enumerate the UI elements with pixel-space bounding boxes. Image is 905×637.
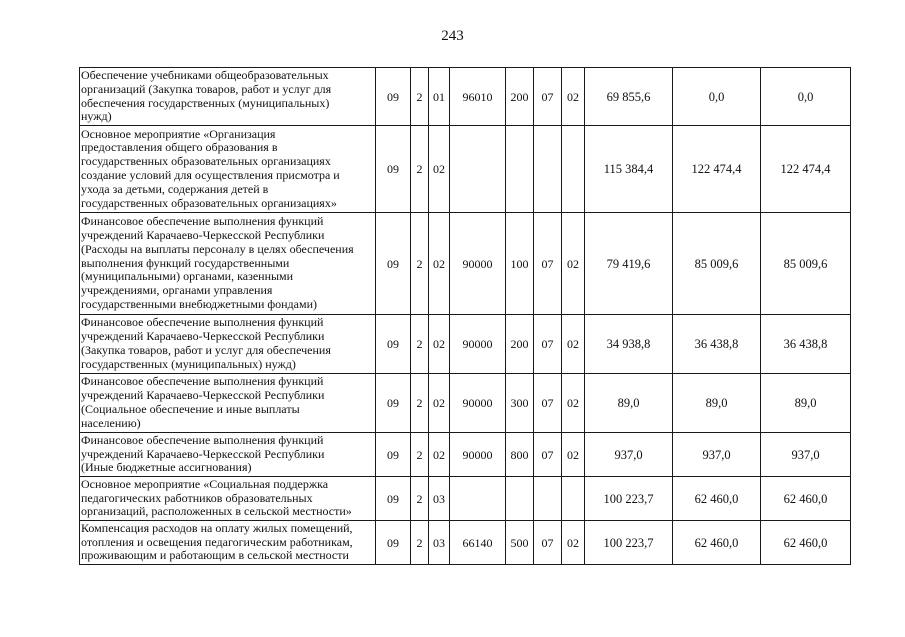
cell-amount-2: 122 474,4 <box>673 126 761 213</box>
cell-subprogram-code: 02 <box>429 126 450 213</box>
cell-direction-code: 96010 <box>450 68 506 126</box>
description-line: отопления и освещения педагогическим работникам, <box>81 534 353 549</box>
cell-program-code: 2 <box>411 433 429 477</box>
description-line: Компенсация расходов на оплату жилых помещений, <box>81 520 353 535</box>
description-line: создание условий для осуществления присмотра и <box>81 168 340 182</box>
cell-amount-2: 0,0 <box>673 68 761 126</box>
cell-ministry-code: 09 <box>376 477 411 521</box>
description-line: государственными внебюджетными фондами) <box>81 296 318 311</box>
cell-amount-1: 89,0 <box>585 374 673 433</box>
cell-expense-type: 300 <box>506 374 534 433</box>
cell-amount-2: 85 009,6 <box>673 213 761 315</box>
cell-description <box>80 213 376 315</box>
description-line: Финансовое обеспечение выполнения функций <box>81 374 324 389</box>
description-line: Финансовое обеспечение выполнения функций <box>81 214 324 229</box>
table-row <box>80 521 851 565</box>
cell-expense-type <box>506 477 534 521</box>
cell-description <box>80 521 376 565</box>
cell-expense-type: 200 <box>506 315 534 374</box>
description-line: Финансовое обеспечение выполнения функций <box>81 315 324 330</box>
cell-expense-type: 200 <box>506 68 534 126</box>
cell-program-code: 2 <box>411 126 429 213</box>
cell-ministry-code: 09 <box>376 213 411 315</box>
cell-direction-code: 90000 <box>450 374 506 433</box>
cell-ministry-code: 09 <box>376 521 411 565</box>
table-row <box>80 68 851 126</box>
cell-amount-3: 62 460,0 <box>761 521 851 565</box>
cell-amount-1: 100 223,7 <box>585 521 673 565</box>
cell-amount-2: 62 460,0 <box>673 477 761 521</box>
cell-amount-1: 937,0 <box>585 433 673 477</box>
cell-amount-1: 69 855,6 <box>585 68 673 126</box>
table-row <box>80 213 851 315</box>
cell-subprogram-code: 02 <box>429 213 450 315</box>
cell-description <box>80 433 376 477</box>
cell-section: 07 <box>534 68 562 126</box>
cell-amount-3: 62 460,0 <box>761 477 851 521</box>
cell-program-code: 2 <box>411 477 429 521</box>
cell-description <box>80 374 376 433</box>
cell-amount-1: 79 419,6 <box>585 213 673 315</box>
cell-section: 07 <box>534 433 562 477</box>
cell-amount-1: 115 384,4 <box>585 126 673 213</box>
description-line: педагогических работников образовательных <box>81 490 313 505</box>
table-body <box>80 68 851 565</box>
cell-ministry-code: 09 <box>376 126 411 213</box>
cell-direction-code: 90000 <box>450 213 506 315</box>
page-number: 243 <box>441 28 464 44</box>
description-line: Обеспечение учебниками общеобразовательных <box>81 67 329 82</box>
description-line: учреждениями, органами управления <box>81 283 273 298</box>
cell-amount-3: 122 474,4 <box>761 126 851 213</box>
cell-program-code: 2 <box>411 315 429 374</box>
cell-expense-type: 100 <box>506 213 534 315</box>
cell-subsection: 02 <box>562 68 585 126</box>
cell-subprogram-code: 03 <box>429 521 450 565</box>
cell-subsection: 02 <box>562 315 585 374</box>
cell-amount-3: 36 438,8 <box>761 315 851 374</box>
table-row <box>80 374 851 433</box>
cell-subprogram-code: 01 <box>429 68 450 126</box>
cell-subprogram-code: 02 <box>429 374 450 433</box>
cell-subsection: 02 <box>562 213 585 315</box>
description-line: населению) <box>81 415 141 430</box>
cell-section: 07 <box>534 213 562 315</box>
description-line: нужд) <box>81 109 112 124</box>
cell-amount-2: 937,0 <box>673 433 761 477</box>
cell-subprogram-code: 03 <box>429 477 450 521</box>
description-line: учреждений Карачаево-Черкесской Республики <box>81 228 325 242</box>
description-line: государственных образовательных организациях <box>81 154 331 169</box>
description-line: обеспечения государственных (муниципальных) <box>81 95 330 110</box>
description-line: организаций (Закупка товаров, работ и услуг для <box>81 81 332 96</box>
cell-description <box>80 315 376 374</box>
cell-amount-2: 89,0 <box>673 374 761 433</box>
cell-subsection <box>562 477 585 521</box>
cell-direction-code <box>450 126 506 213</box>
cell-subsection: 02 <box>562 521 585 565</box>
cell-program-code: 2 <box>411 374 429 433</box>
cell-program-code: 2 <box>411 521 429 565</box>
cell-direction-code: 90000 <box>450 315 506 374</box>
cell-ministry-code: 09 <box>376 433 411 477</box>
cell-expense-type: 500 <box>506 521 534 565</box>
cell-description <box>80 477 376 521</box>
cell-amount-3: 85 009,6 <box>761 213 851 315</box>
cell-amount-1: 100 223,7 <box>585 477 673 521</box>
cell-amount-1: 34 938,8 <box>585 315 673 374</box>
cell-direction-code <box>450 477 506 521</box>
description-line: учреждений Карачаево-Черкесской Республики <box>81 446 325 461</box>
description-line: предоставления общего образования в <box>81 140 278 155</box>
cell-amount-2: 62 460,0 <box>673 521 761 565</box>
description-line: выполнения функций государственными <box>81 255 290 270</box>
cell-expense-type: 800 <box>506 433 534 477</box>
description-line: Основное мероприятие «Организация <box>81 126 276 141</box>
description-line: (муниципальными) органами, казенными <box>81 269 294 284</box>
cell-direction-code: 90000 <box>450 433 506 477</box>
cell-section: 07 <box>534 374 562 433</box>
table-row <box>80 433 851 477</box>
cell-subsection: 02 <box>562 433 585 477</box>
cell-amount-2: 36 438,8 <box>673 315 761 374</box>
cell-ministry-code: 09 <box>376 374 411 433</box>
description-line: проживающим и работающим в сельской местности <box>81 548 349 563</box>
table-row <box>80 315 851 374</box>
cell-subprogram-code: 02 <box>429 433 450 477</box>
description-line: государственных (муниципальных) нужд) <box>81 356 296 371</box>
cell-subsection <box>562 126 585 213</box>
cell-program-code: 2 <box>411 68 429 126</box>
cell-section <box>534 126 562 213</box>
cell-subprogram-code: 02 <box>429 315 450 374</box>
budget-table <box>79 67 851 565</box>
description-line: учреждений Карачаево-Черкесской Республики <box>81 388 325 403</box>
cell-subsection: 02 <box>562 374 585 433</box>
cell-amount-3: 0,0 <box>761 68 851 126</box>
description-line: (Социальное обеспечение и иные выплаты <box>81 402 300 416</box>
cell-ministry-code: 09 <box>376 315 411 374</box>
cell-section: 07 <box>534 315 562 374</box>
cell-amount-3: 937,0 <box>761 433 851 477</box>
cell-amount-3: 89,0 <box>761 374 851 433</box>
cell-direction-code: 66140 <box>450 521 506 565</box>
cell-program-code: 2 <box>411 213 429 315</box>
description-line: (Закупка товаров, работ и услуг для обеспечения <box>81 343 331 357</box>
cell-ministry-code: 09 <box>376 68 411 126</box>
cell-section <box>534 477 562 521</box>
description-line: Финансовое обеспечение выполнения функций <box>81 432 324 447</box>
description-line: государственных образовательных организациях» <box>81 195 337 210</box>
cell-description <box>80 126 376 213</box>
table-row <box>80 477 851 521</box>
description-line: ухода за детьми, содержания детей в <box>81 181 269 196</box>
table-row <box>80 126 851 213</box>
description-line: (Иные бюджетные ассигнования) <box>81 460 252 475</box>
cell-expense-type <box>506 126 534 213</box>
description-line: Основное мероприятие «Социальная поддержка <box>81 476 329 491</box>
description-line: организаций, расположенных в сельской местности» <box>81 504 352 519</box>
description-line: учреждений Карачаево-Черкесской Республики <box>81 329 325 344</box>
cell-section: 07 <box>534 521 562 565</box>
cell-description <box>80 68 376 126</box>
description-line: (Расходы на выплаты персоналу в целях обеспечения <box>81 241 354 256</box>
